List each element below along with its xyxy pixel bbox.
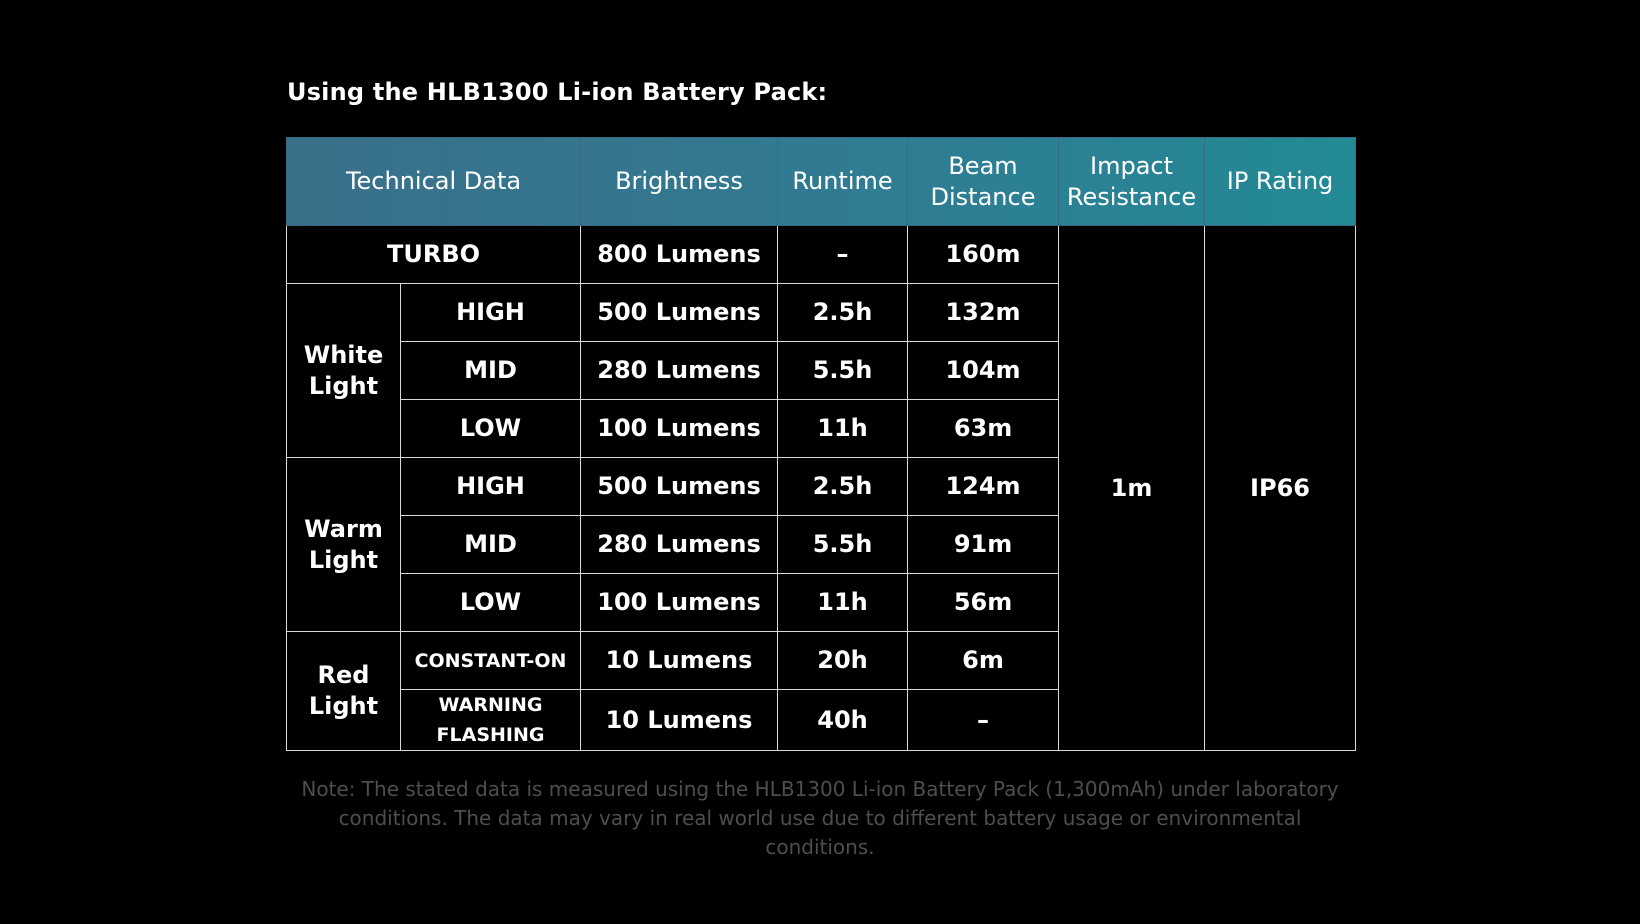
runtime-cell: 11h bbox=[778, 574, 908, 632]
beam-cell: 6m bbox=[908, 632, 1059, 690]
runtime-cell: 5.5h bbox=[778, 342, 908, 400]
runtime-cell: 2.5h bbox=[778, 458, 908, 516]
beam-cell: 63m bbox=[908, 400, 1059, 458]
table-header-row bbox=[287, 138, 1356, 226]
header-runtime: Runtime bbox=[778, 138, 908, 226]
beam-cell: 124m bbox=[908, 458, 1059, 516]
runtime-cell: 40h bbox=[778, 690, 908, 751]
ip-rating-value: IP66 bbox=[1205, 226, 1356, 751]
mode-cell: LOW bbox=[401, 574, 581, 632]
brightness-cell: 10 Lumens bbox=[581, 690, 778, 751]
header-beam-distance: Beam Distance bbox=[908, 138, 1059, 226]
mode-turbo: TURBO bbox=[287, 226, 581, 284]
mode-cell: MID bbox=[401, 342, 581, 400]
footnote: Note: The stated data is measured using the HLB1300 Li-ion Battery Pack (1,300mAh) under laboratory conditions. The data may vary in real world use due to different battery usage or environmental conditions. bbox=[301, 777, 1339, 859]
mode-cell: HIGH bbox=[401, 458, 581, 516]
mode-cell: CONSTANT-ON bbox=[401, 632, 581, 690]
brightness-cell: 280 Lumens bbox=[581, 342, 778, 400]
brightness-cell: 800 Lumens bbox=[581, 226, 778, 284]
brightness-cell: 100 Lumens bbox=[581, 574, 778, 632]
mode-cell: MID bbox=[401, 516, 581, 574]
beam-cell: – bbox=[908, 690, 1059, 751]
brightness-cell: 500 Lumens bbox=[581, 284, 778, 342]
beam-cell: 104m bbox=[908, 342, 1059, 400]
impact-resistance-value: 1m bbox=[1059, 226, 1205, 751]
mode-cell: HIGH bbox=[401, 284, 581, 342]
brightness-cell: 280 Lumens bbox=[581, 516, 778, 574]
table-row bbox=[287, 226, 1356, 284]
beam-cell: 132m bbox=[908, 284, 1059, 342]
header-ip-rating: IP Rating bbox=[1205, 138, 1356, 226]
mode-cell: LOW bbox=[401, 400, 581, 458]
group-white-light: White Light bbox=[287, 284, 401, 458]
brightness-cell: 100 Lumens bbox=[581, 400, 778, 458]
technical-data-table bbox=[286, 137, 1356, 751]
header-brightness: Brightness bbox=[581, 138, 778, 226]
runtime-cell: 11h bbox=[778, 400, 908, 458]
runtime-cell: 5.5h bbox=[778, 516, 908, 574]
group-red-light: Red Light bbox=[287, 632, 401, 751]
brightness-cell: 10 Lumens bbox=[581, 632, 778, 690]
runtime-cell: 20h bbox=[778, 632, 908, 690]
runtime-cell: 2.5h bbox=[778, 284, 908, 342]
header-technical-data: Technical Data bbox=[287, 138, 581, 226]
header-impact-resistance: Impact Resistance bbox=[1059, 138, 1205, 226]
mode-cell: WARNING FLASHING bbox=[401, 690, 581, 751]
runtime-cell: – bbox=[778, 226, 908, 284]
beam-cell: 56m bbox=[908, 574, 1059, 632]
group-warm-light: Warm Light bbox=[287, 458, 401, 632]
brightness-cell: 500 Lumens bbox=[581, 458, 778, 516]
beam-cell: 160m bbox=[908, 226, 1059, 284]
page-heading: Using the HLB1300 Li-ion Battery Pack: bbox=[287, 78, 828, 106]
beam-cell: 91m bbox=[908, 516, 1059, 574]
